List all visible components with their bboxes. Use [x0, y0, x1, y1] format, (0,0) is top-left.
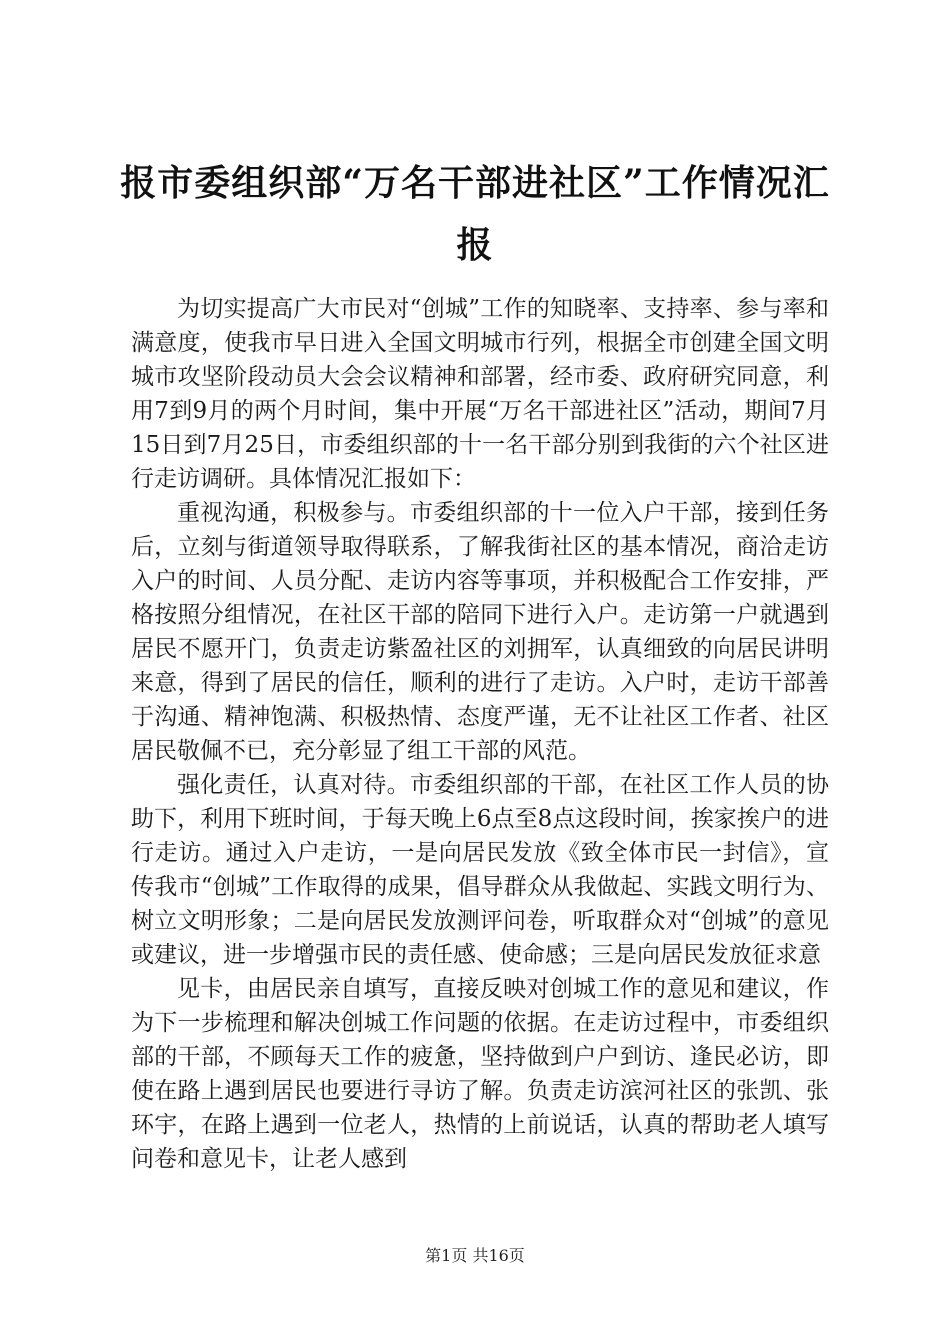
- paragraph-intro: 为切实提高广大市民对“创城”工作的知晓率、支持率、参与率和满意度，使我市早日进入全国文明城市行列，根据全市创建全国文明城市攻坚阶段动员大会会议精神和部署，经市委、政府研究同意，利用7到9月的两个月时间，集中开展“万名干部进社区”活动，期间7月15日到7月25日，市委组织部的十一名干部分别到我街的六个社区进行走访调研。具体情况汇报如下：: [131, 296, 829, 492]
- paragraph-responsibility: 强化责任，认真对待。市委组织部的干部，在社区工作人员的协助下，利用下班时间，于每天晚上6点至8点这段时间，挨家挨户的进行走访。通过入户走访，一是向居民发放《致全体市民一封信》，宣传我市“创城”工作取得的成果，倡导群众从我做起、实践文明行为、树立文明形象；二是向居民发放测评问卷，听取群众对“创城”的意见或建议，进一步增强市民的责任感、使命感；三是向居民发放征求意: [131, 772, 829, 968]
- page-number: 第1页 共16页: [425, 1246, 525, 1265]
- document-title: 报市委组织部“万名干部进社区”工作情况汇报: [120, 162, 830, 266]
- document-body: [131, 292, 829, 1176]
- paragraph-communication: 重视沟通，积极参与。市委组织部的十一位入户干部，接到任务后，立刻与街道领导取得联系，了解我街社区的基本情况，商洽走访入户的时间、人员分配、走访内容等事项，并积极配合工作安排，严格按照分组情况，在社区干部的陪同下进行入户。走访第一户就遇到居民不愿开门，负责走访紫盈社区的刘拥军，认真细致的向居民讲明来意，得到了居民的信任，顺利的进行了走访。入户时，走访干部善于沟通、精神饱满、积极热情、态度严谨，无不让社区工作者、社区居民敬佩不已，充分彰显了组工干部的风范。: [131, 500, 829, 764]
- paragraph-feedback: 见卡，由居民亲自填写，直接反映对创城工作的意见和建议，作为下一步梳理和解决创城工作问题的依据。在走访过程中，市委组织部的干部，不顾每天工作的疲惫，坚持做到户户到访、逢民必访，即使在路上遇到居民也要进行寻访了解。负责走访滨河社区的张凯、张环宇，在路上遇到一位老人，热情的上前说话，认真的帮助老人填写问卷和意见卡，让老人感到: [131, 976, 829, 1172]
